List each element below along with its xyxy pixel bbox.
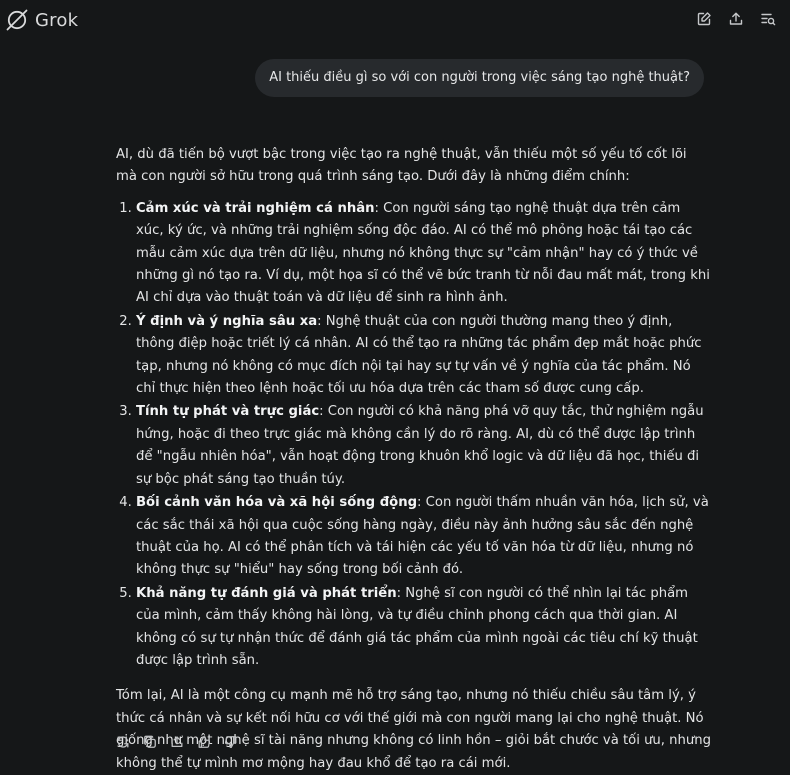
list-item [136, 401, 711, 491]
top-bar [0, 0, 790, 40]
copy-icon[interactable] [141, 733, 158, 750]
point-text: : Nghệ thuật của con người thường mang theo ý định, thông điệp hoặc triết lý cá nhân. AI có thể tạo ra những tác phẩm đẹp mắt hoặc phức tạp, nhưng nó không có mục đích nội tại hay sự tự vấn về ý nghĩa của tác phẩm. Nó chỉ thực hiện theo lệnh hoặc tối ưu hóa dựa trên các tham số được cung cấp. [136, 313, 702, 397]
edit-icon[interactable] [695, 10, 713, 28]
point-title: Ý định và ý nghĩa sâu xa [136, 313, 318, 329]
list-item [136, 492, 711, 582]
point-title: Tính tự phát và trực giác [136, 404, 320, 420]
top-actions [695, 10, 777, 28]
message-actions [114, 733, 239, 750]
assistant-answer [116, 144, 711, 775]
regenerate-icon[interactable] [114, 733, 131, 750]
answer-intro: AI, dù đã tiến bộ vượt bậc trong việc tạo ra nghệ thuật, vẫn thiếu một số yếu tố cốt lõi mà con người sở hữu trong quá trình sáng tạo. Dưới đây là những điểm chính: [116, 147, 687, 185]
share-icon[interactable] [168, 733, 185, 750]
app-name: Grok [35, 9, 79, 31]
grok-logo-icon [5, 8, 29, 32]
point-title: Khả năng tự đánh giá và phát triển [136, 585, 397, 601]
point-title: Bối cảnh văn hóa và xã hội sống động [136, 495, 418, 511]
point-title: Cảm xúc và trải nghiệm cá nhân [136, 200, 375, 216]
user-message-bubble: AI thiếu điều gì so với con người trong việc sáng tạo nghệ thuật? [255, 59, 704, 97]
point-text: : Con người có khả năng phá vỡ quy tắc, thử nghiệm ngẫu hứng, hoặc đi theo trực giác mà không cần lý do rõ ràng. AI, dù có thể được lập trình để "ngẫu nhiên hóa", vẫn hoạt động trong khuôn khổ logic và dữ liệu đã học, thiếu đi sự bộc phát sáng tạo thuần túy. [136, 404, 704, 487]
list-item [136, 583, 711, 673]
thumbs-up-icon[interactable] [195, 733, 212, 750]
history-search-icon[interactable] [759, 10, 777, 28]
point-text: : Nghệ sĩ con người có thể nhìn lại tác phẩm của mình, cảm thấy không hài lòng, và tự điều chỉnh phong cách qua thời gian. AI không có sự tự nhận thức để đánh giá tác phẩm của mình ngoài các tiêu chí kỹ thuật được lập trình sẵn. [136, 585, 698, 668]
point-text: : Con người sáng tạo nghệ thuật dựa trên cảm xúc, ký ức, và những trải nghiệm sống độc đáo. AI có thể mô phỏng hoặc tái tạo các mẫu cảm xúc dựa trên dữ liệu, nhưng nó không thực sự "cảm nhận" hay có ý thức về những gì nó tạo ra. Ví dụ, một họa sĩ có thể vẽ bức tranh từ nỗi đau mất mát, trong khi AI chỉ dựa vào thuật toán và dữ liệu để sinh ra hình ảnh. [136, 200, 710, 306]
list-item [136, 198, 711, 310]
share-icon[interactable] [727, 10, 745, 28]
grok-logo[interactable] [5, 8, 78, 32]
point-text: : Con người thấm nhuần văn hóa, lịch sử, và các sắc thái xã hội qua cuộc sống hàng ngày, điều này ảnh hưởng sâu sắc đến nghệ thuật của họ. AI có thể phân tích và tái hiện các yếu tố văn hóa từ dữ liệu, nhưng nó không thực sự "hiểu" hay sống trong bối cảnh đó. [136, 495, 709, 578]
answer-conclusion: Tóm lại, AI là một công cụ mạnh mẽ hỗ trợ sáng tạo, nhưng nó thiếu chiều sâu tâm lý, ý thức cá nhân và sự kết nối hữu cơ với thế giới mà con người mang lại cho nghệ thuật. Nó giống như một nghệ sĩ tài năng nhưng không có linh hồn – giỏi bắt chước và tối ưu, nhưng không thể tự mình mơ mộng hay đau khổ để tạo ra cái mới. [116, 688, 711, 771]
answer-points-list [116, 198, 711, 673]
list-item [136, 311, 711, 401]
thumbs-down-icon[interactable] [222, 733, 239, 750]
